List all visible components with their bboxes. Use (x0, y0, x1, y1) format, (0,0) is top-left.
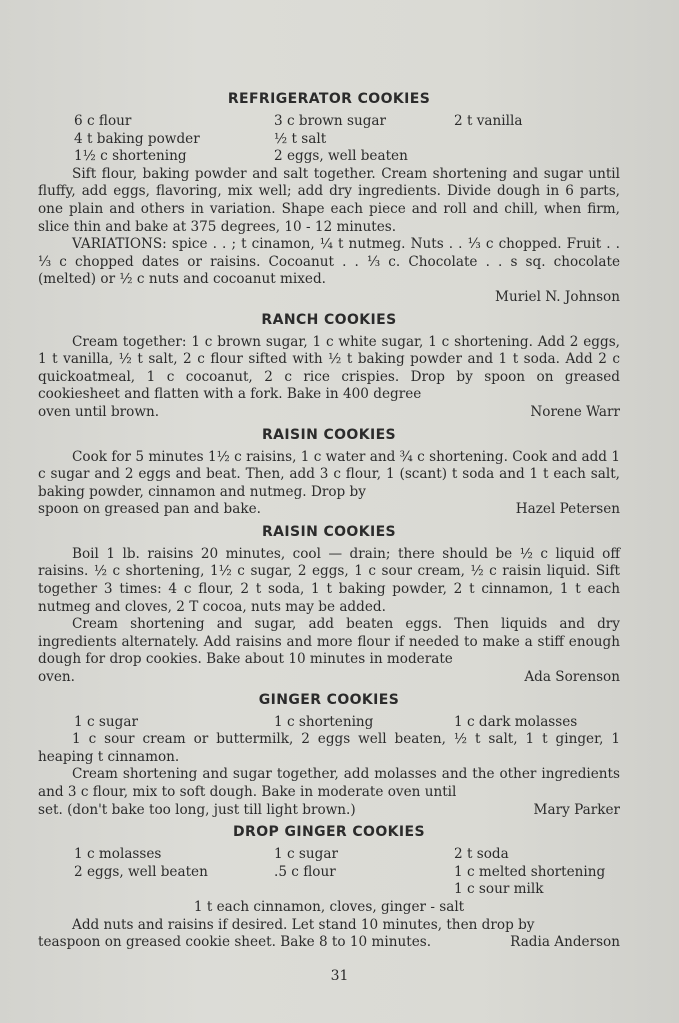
ingredient: 6 c flour (74, 113, 132, 129)
recipe-raisin-cookies-2 (38, 523, 620, 687)
recipe-last-line (38, 501, 620, 519)
recipe-directions-end: spoon on greased pan and bake. (38, 501, 261, 518)
ingredient: 1½ c shortening (74, 148, 187, 165)
recipe-directions-end: set. (don't bake too long, just till light brown.) (38, 801, 356, 818)
recipe-title: GINGER COOKIES (258, 691, 400, 708)
ingredient: 1 c sugar (274, 846, 338, 863)
recipe-directions: Cream shortening and sugar together, add molasses and the other ingredients and 3 c flour, mix to soft dough. Bake in moderate oven until (38, 766, 620, 800)
recipe-directions: Cream shortening and sugar, add beaten eggs. Then liquids and dry ingredients alternately. Add raisins and more flour if needed to make a stiff enough dough for drop cookies. Bake about 10 minutes in moderate (38, 616, 620, 668)
recipe-refrigerator-cookies (38, 90, 620, 307)
recipe-ginger-cookies (38, 691, 620, 820)
ingredient: 1 c melted shortening (454, 863, 606, 880)
recipe-directions-end: oven. (38, 669, 75, 686)
ingredient-list (38, 846, 620, 899)
recipe-column (38, 86, 620, 952)
ingredient: 1 c shortening (274, 713, 374, 730)
recipe-ranch-cookies (38, 311, 620, 422)
recipe-title: RAISIN COOKIES (261, 523, 397, 540)
recipe-title: DROP GINGER COOKIES (233, 824, 425, 841)
page-number: 31 (330, 968, 349, 984)
recipe-variations: VARIATIONS: spice . . ; t cinamon, ¼ t nutmeg. Nuts . . ⅓ c chopped. Fruit . . ⅓ c chopped dates or raisins. Cocoanut . . ⅓ c. Chocolate . . s sq. chocolate (melted) or ½ c nuts and cocoanut mixed. (38, 236, 620, 288)
recipe-drop-ginger-cookies (38, 823, 620, 952)
recipe-title: RANCH COOKIES (261, 311, 397, 328)
ingredient: 1 c sugar (74, 713, 138, 730)
recipe-author: Hazel Petersen (515, 501, 620, 518)
recipe-directions: Sift flour, baking powder and salt together. Cream shortening and sugar until fluffy, add eggs, flavoring, mix well; add dry ingredients. Divide dough in 6 parts, one plain and others in variation. Shape each piece and roll and chill, when firm, slice thin and bake at 375 degrees, 10 - 12 minutes. (38, 165, 620, 235)
recipe-directions: 1 c sour cream or buttermilk, 2 eggs well beaten, ½ t salt, 1 t ginger, 1 heaping t cinnamon. (38, 731, 620, 765)
recipe-directions: Add nuts and raisins if desired. Let stand 10 minutes, then drop by (72, 916, 535, 933)
recipe-author: Ada Sorenson (524, 669, 620, 686)
recipe-directions-end: oven until brown. (38, 403, 160, 420)
recipe-directions-end: teaspoon on greased cookie sheet. Bake 8 to 10 minutes. (38, 934, 432, 951)
ingredient: 2 eggs, well beaten (74, 863, 208, 880)
ingredient (274, 881, 454, 899)
recipe-directions: Boil 1 lb. raisins 20 minutes, cool — drain; there should be ½ c liquid off raisins. ½ c shortening, 1½ c sugar, 2 eggs, 1 c sour cream, ½ c raisin liquid. Sift together 3 times: 4 c flour, 2 t soda, 1 t baking powder, 2 t cinnamon, 1 t each nutmeg and cloves, 2 T cocoa, nuts may be added. (38, 545, 620, 615)
recipe-last-line (38, 669, 620, 687)
ingredient-list (38, 113, 620, 166)
ingredient: ½ t salt (274, 130, 327, 147)
ingredient (454, 148, 620, 166)
ingredient: 2 t vanilla (454, 113, 523, 129)
ingredient: 2 eggs, well beaten (274, 148, 408, 165)
ingredient: 1 c sour milk (454, 881, 544, 898)
ingredient-spices: 1 t each cinnamon, cloves, ginger - salt (193, 898, 465, 915)
ingredient: 1 c molasses (74, 846, 162, 863)
recipe-directions: Cream together: 1 c brown sugar, 1 c white sugar, 1 c shortening. Add 2 eggs, 1 t vanilla, ½ t salt, 2 c flour sifted with ½ t baking powder and 1 t soda. Add 2 c quickoatmeal, 1 c cocoanut, 2 c rice crispies. Drop by spoon on greased cookiesheet and flatten with a fork. Bake in 400 degree (38, 333, 620, 403)
recipe-directions: Cook for 5 minutes 1½ c raisins, 1 c water and ¾ c shortening. Cook and add 1 c sugar and 2 eggs and beat. Then, add 3 c flour, 1 (scant) t soda and 1 t each salt, baking powder, cinnamon and nutmeg. Drop by (38, 448, 620, 500)
recipe-raisin-cookies-1 (38, 426, 620, 519)
ingredient: .5 c flour (274, 863, 336, 880)
ingredient: 3 c brown sugar (274, 113, 387, 129)
recipe-last-line (38, 934, 620, 952)
recipe-title: RAISIN COOKIES (261, 426, 397, 443)
recipe-author: Mary Parker (533, 801, 620, 818)
recipe-author: Norene Warr (530, 403, 620, 420)
ingredient: 2 t soda (454, 846, 509, 863)
recipe-author: Muriel N. Johnson (495, 288, 620, 305)
recipe-title: REFRIGERATOR COOKIES (227, 91, 431, 107)
ingredient: 4 t baking powder (74, 130, 200, 147)
ingredient (454, 131, 620, 149)
recipe-author: Radia Anderson (510, 934, 620, 951)
ingredient (74, 881, 274, 899)
recipe-last-line (38, 404, 620, 422)
ingredient: 1 c dark molasses (454, 713, 578, 730)
ingredient-list (38, 714, 620, 732)
recipe-last-line (38, 802, 620, 820)
